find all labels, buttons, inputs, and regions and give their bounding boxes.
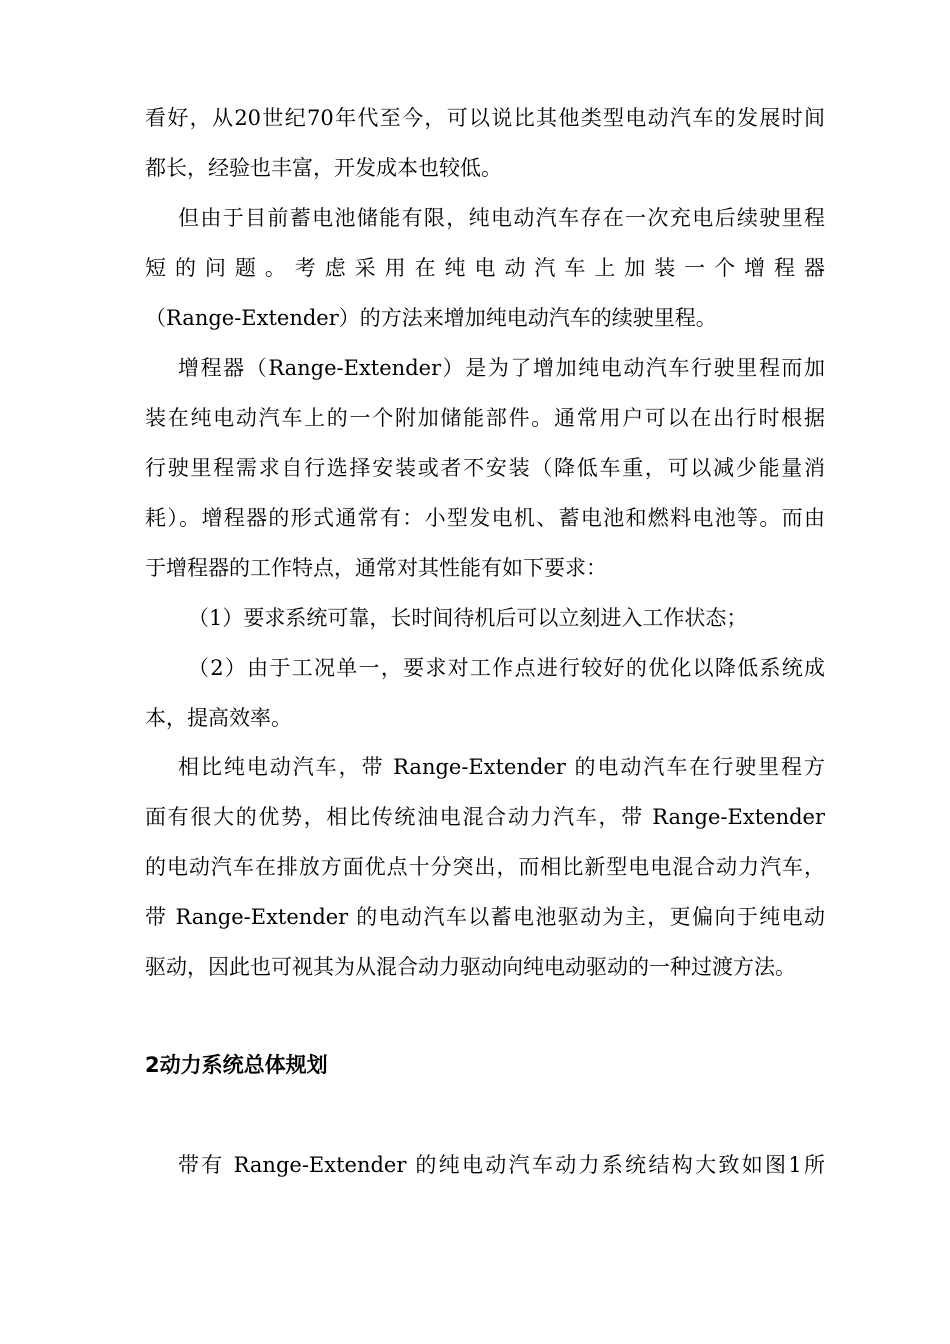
paragraph-line: 耗）。增程器的形式通常有：小型发电机、蓄电池和燃料电池等。而由: [145, 506, 825, 530]
paragraph-line: 本，提高效率。: [145, 706, 292, 730]
paragraph-line: 但由于目前蓄电池储能有限，纯电动汽车存在一次充电后续驶里程: [178, 206, 825, 230]
list-item: （2）由于工况单一，要求对工作点进行较好的优化以降低系统成: [188, 656, 825, 680]
paragraph-line: 于增程器的工作特点，通常对其性能有如下要求：: [145, 556, 607, 580]
section-heading: 2动力系统总体规划: [145, 1053, 328, 1077]
paragraph-line: 行驶里程需求自行选择安装或者不安装（降低车重，可以减少能量消: [145, 456, 825, 480]
list-item: （1）要求系统可靠，长时间待机后可以立刻进入工作状态；: [188, 606, 748, 630]
paragraph-line: 带 Range-Extender 的电动汽车以蓄电池驱动为主，更偏向于纯电动: [145, 905, 825, 929]
paragraph-line: 相比纯电动汽车，带 Range-Extender 的电动汽车在行驶里程方: [178, 755, 825, 779]
paragraph-line: 带有 Range-Extender 的纯电动汽车动力系统结构大致如图1所: [178, 1153, 825, 1177]
paragraph-line: 的电动汽车在排放方面优点十分突出，而相比新型电电混合动力汽车，: [145, 855, 825, 879]
paragraph-line: 面有很大的优势，相比传统油电混合动力汽车，带 Range-Extender: [145, 805, 825, 829]
paragraph-line: 装在纯电动汽车上的一个附加储能部件。通常用户可以在出行时根据: [145, 406, 825, 430]
paragraph-line: 短的问题。考虑采用在纯电动汽车上加装一个增程器: [145, 256, 825, 280]
paragraph-line: 都长，经验也丰富，开发成本也较低。: [145, 156, 502, 180]
paragraph-line: 看好，从20世纪70年代至今，可以说比其他类型电动汽车的发展时间: [145, 106, 825, 130]
paragraph-line: 驱动，因此也可视其为从混合动力驱动向纯电动驱动的一种过渡方法。: [145, 955, 796, 979]
paragraph-line: 增程器（Range-Extender）是为了增加纯电动汽车行驶里程而加: [178, 356, 825, 380]
paragraph-line: （Range-Extender）的方法来增加纯电动汽车的续驶里程。: [145, 306, 717, 330]
